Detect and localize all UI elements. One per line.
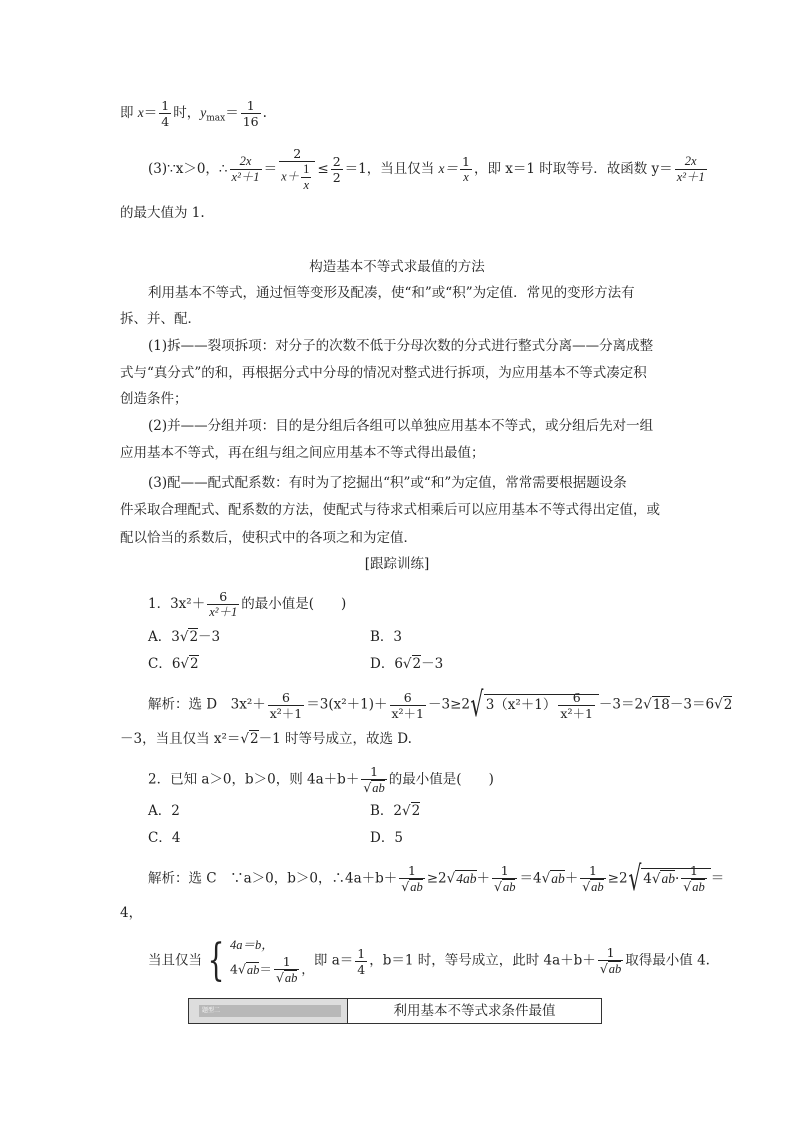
method-line-10: 配以恰当的系数后，使积式中的各项之和为定值． [120, 530, 417, 546]
denominator: 4 [161, 114, 170, 129]
q2-condition [148, 936, 710, 986]
part3-line [148, 146, 709, 193]
denominator: √ab [582, 879, 604, 894]
text: D．6 [370, 656, 403, 672]
text: B．2 [370, 803, 403, 819]
left-brace: { [207, 935, 225, 986]
text: －3 [198, 629, 221, 645]
text: ＝ [225, 105, 239, 121]
radicand: ab [591, 880, 604, 894]
radicand: 2 [189, 629, 199, 645]
text: ≥2 [426, 870, 447, 887]
text: ＝1，当且仅当 [344, 161, 439, 177]
radical-sign: √ [627, 859, 641, 899]
numerator: 1 [274, 954, 299, 970]
q1-option-c: C．6√2 [148, 656, 199, 672]
text: ， [301, 961, 314, 977]
text: 时， [173, 105, 201, 121]
fraction [598, 945, 623, 977]
denominator: x²＋1 [676, 170, 705, 184]
method-line-7: 应用基本不等式，再在组与组之间应用基本不等式得出最值； [120, 445, 485, 461]
fraction [268, 690, 305, 721]
fraction [301, 162, 311, 193]
radical-sign: √ [470, 685, 484, 725]
fraction [460, 154, 472, 185]
text: x＋ [281, 169, 300, 184]
radicand: ab [284, 971, 298, 985]
fraction [580, 863, 605, 895]
text: ＝4 [519, 870, 542, 887]
text: 解析：选 C ∵a＞0，b＞0，∴4a＋b＋ [148, 870, 398, 887]
text: 当且仅当 [148, 952, 202, 969]
fraction [492, 863, 517, 895]
fraction [361, 764, 386, 796]
radicand: 2 [411, 803, 421, 819]
radicand: ab [410, 880, 423, 894]
radicand: 2 [412, 656, 422, 672]
denominator: 16 [242, 114, 259, 129]
numerator: 6 [207, 589, 239, 605]
denominator: √ab [494, 879, 516, 894]
q2-option-a: A．2 [148, 803, 180, 819]
denominator: √ab [599, 961, 622, 976]
fraction [331, 154, 343, 185]
text: 2．已知 a＞0，b＞0，则 4a＋b＋ [148, 771, 360, 788]
q1-solution: 解析：选 D 3x²＋ $\frac{6}{\text{x²＋1}}$ ＝3(x²＋1)＋ $\frac{6}{\text{x²＋1}}$ －3≥2√ 3（x²＋1） $\frac{6}{\text{x²＋1}}$ －3＝2√18－3＝6√2 [148, 685, 733, 725]
denominator: x²＋1 [231, 170, 260, 184]
text: 解析：选 D 3x²＋ [148, 696, 266, 713]
radicand: 18 [652, 696, 670, 713]
condition-system [230, 936, 314, 986]
text: ≤ [317, 161, 329, 177]
denominator: √ab [363, 780, 385, 795]
text: －3＝2 [598, 696, 644, 713]
text: (3)∵ [148, 161, 176, 177]
fraction [675, 154, 707, 185]
method-line-3: (1)拆——裂项拆项：对分子的次数不低于分母次数的分式进行整式分离——分离成整 [148, 338, 654, 354]
result-line [120, 98, 267, 129]
denominator: 4 [357, 961, 366, 977]
numerator: 2x [230, 154, 262, 170]
text: 4 [230, 961, 238, 977]
radicand: 4ab [456, 870, 477, 886]
text: 的最小值是( ) [388, 771, 494, 788]
var: x [137, 105, 144, 120]
fraction [681, 863, 706, 895]
part3-conclusion: 的最大值为 1. [120, 205, 205, 221]
radicand: ab [692, 880, 705, 894]
text: A．3 [148, 629, 180, 645]
numerator: 1 [303, 162, 310, 176]
numerator: 1 [161, 98, 170, 113]
q2-option-d: D．5 [370, 830, 403, 846]
denominator: x [303, 178, 310, 192]
denominator: x²＋1 [391, 705, 425, 721]
method-line-4: 式与“真分式”的和，再根据分式中分母的情况对整式进行拆项，为应用基本不等式凑定积 [120, 365, 647, 381]
text: ＝ [259, 961, 272, 977]
method-line-2: 拆、并、配． [120, 311, 201, 327]
numerator: 2x [675, 154, 707, 170]
radicand: ab [608, 962, 622, 976]
radicand: ab [246, 962, 260, 977]
fraction [207, 589, 239, 620]
radicand: ab [551, 870, 565, 886]
fraction [274, 954, 299, 986]
fraction [558, 690, 595, 721]
radicand [484, 689, 599, 721]
fraction [399, 863, 424, 895]
section-banner [188, 998, 602, 1024]
denominator: x²＋1 [269, 705, 303, 721]
text: ≥2 [607, 870, 628, 887]
text: ，即 x＝1 时取等号．故函数 y＝ [473, 161, 673, 177]
radicand: ab [372, 781, 385, 795]
radicand: 2 [723, 696, 733, 713]
text: －3 [421, 656, 444, 672]
radicand: 2 [190, 656, 199, 672]
fraction [159, 98, 171, 129]
condition-2: 4√ab＝ $\frac{1}{√ab}$ ， [230, 954, 314, 985]
text: · [674, 870, 680, 887]
text: 3（x²＋1） [485, 696, 557, 713]
text: ＝ [263, 161, 278, 177]
method-line-8: (3)配——配式配系数：有时为了挖掘出“积”或“和”为定值，常常需要根据题设条 [148, 475, 627, 491]
fraction [390, 690, 427, 721]
denominator: √ab [275, 970, 298, 985]
text: ＋ [476, 870, 491, 887]
fraction [279, 146, 315, 193]
numerator: 6 [268, 690, 305, 706]
numerator: 1 [492, 863, 517, 879]
numerator: 1 [399, 863, 424, 879]
text: C．6 [148, 656, 181, 672]
text: －3，当且仅当 x²＝ [120, 731, 241, 747]
text: . [262, 105, 267, 121]
banner-label-area [189, 999, 347, 1023]
numerator: 6 [390, 690, 427, 706]
q1-option-a: A．3√2－3 [148, 629, 221, 645]
fraction [241, 98, 261, 129]
text: 即 [120, 105, 138, 121]
var: y [200, 105, 207, 120]
q1-stem [148, 589, 346, 620]
radicand: ab [502, 880, 516, 894]
denominator: x [463, 170, 469, 184]
radicand: ab [661, 870, 675, 886]
text: x＝ [438, 161, 459, 176]
numerator: 1 [598, 945, 623, 961]
subscript: max [206, 113, 226, 124]
banner-tag: 题型二 [199, 1005, 341, 1017]
q2-solution: 解析：选 C ∵a＞0，b＞0，∴4a＋b＋ $\frac{1}{√ab}$ ≥2√4ab＋ $\frac{1}{√ab}$ ＝4√ab＋ $\frac{1}{√ab}$ ≥2√ 4√ab· $\frac{1}{√ab}$ ＝ [148, 859, 725, 899]
condition-1: 4a＝b， [230, 938, 274, 952]
training-title: [跟踪训练] [364, 556, 430, 572]
denominator: x²＋1 [560, 705, 593, 721]
text: －1 时等号成立，故选 D. [258, 731, 412, 747]
method-line-9: 件采取合理配式、配系数的方法，使配式与待求式相乘后可以应用基本不等式得出定值，或 [120, 502, 660, 518]
text: ＝3(x²＋1)＋ [306, 696, 388, 713]
text: －3＝6 [669, 696, 715, 713]
numerator: 1 [681, 863, 706, 879]
text: 的最小值是( ) [241, 596, 347, 612]
method-line-6: (2)并——分组并项：目的是分组后各组可以单独应用基本不等式，或分组后先对一组 [148, 418, 654, 434]
q1-option-d: D．6√2－3 [370, 656, 444, 672]
numerator: 1 [357, 945, 366, 961]
numerator: 1 [462, 154, 470, 169]
q2-option-b: B．2√2 [370, 803, 421, 819]
text: 即 a＝ [313, 952, 354, 969]
numerator: 2 [332, 154, 341, 169]
banner-title: 利用基本不等式求条件最值 [347, 999, 601, 1023]
denominator: √ab [683, 879, 705, 894]
q1-solution-cont: －3，当且仅当 x²＝√2－1 时等号成立，故选 D. [120, 731, 412, 747]
denominator [279, 162, 315, 193]
denominator: 2 [332, 170, 341, 185]
text: ＝ [710, 870, 725, 887]
text: 4 [643, 870, 652, 887]
method-title: 构造基本不等式求最值的方法 [309, 259, 485, 275]
numerator: 2 [279, 146, 315, 162]
text: ＋ [564, 870, 579, 887]
numerator: 6 [558, 690, 595, 706]
q1-option-b: B．3 [370, 629, 403, 645]
q2-option-c: C．4 [148, 830, 181, 846]
text: ＝ [143, 105, 158, 121]
method-line-5: 创造条件； [120, 391, 188, 407]
text: ，b＝1 时，等号成立，此时 4a＋b＋ [369, 952, 596, 969]
radicand: 4√ab· $\frac{1}{√ab}$ [641, 868, 710, 887]
q2-stem [148, 764, 494, 796]
numerator: 1 [241, 98, 261, 114]
method-line-1: 利用基本不等式，通过恒等变形及配凑，使“和”或“积”为定值．常见的变形方法有 [148, 285, 635, 301]
fraction [230, 154, 262, 185]
numerator: 1 [361, 764, 386, 780]
fraction [355, 946, 367, 977]
numerator: 1 [580, 863, 605, 879]
text: 取得最小值 4. [625, 952, 710, 969]
radicand: 2 [250, 731, 259, 747]
text: －3≥2 [428, 696, 471, 713]
denominator: x²＋1 [209, 605, 238, 619]
denominator: √ab [401, 879, 423, 894]
q2-solution-cont: 4， [120, 905, 143, 921]
text: 1．3x²＋ [148, 596, 206, 612]
text: x＞0，∴ [175, 161, 228, 177]
